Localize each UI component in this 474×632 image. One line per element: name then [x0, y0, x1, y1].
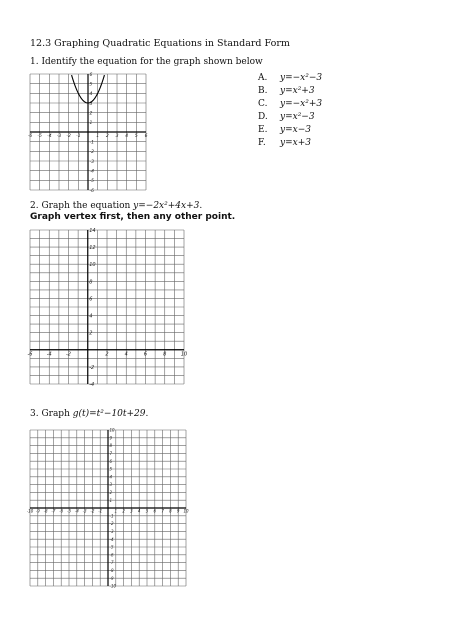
x-tick-label: 10 — [180, 351, 188, 358]
y-tick-label: 6 — [89, 72, 93, 78]
x-tick-label: -6 — [27, 351, 33, 358]
x-tick-label: 10 — [183, 508, 189, 514]
x-tick-label: 8 — [169, 508, 172, 514]
y-tick-label: 1 — [89, 121, 93, 127]
x-tick-label: 1 — [114, 508, 118, 514]
y-tick-label: 4 — [89, 313, 93, 320]
question-1-graph — [28, 72, 148, 192]
choice-c[interactable]: C. y=−x²+3 — [258, 99, 323, 109]
y-tick-label: 8 — [89, 279, 93, 286]
choice-d[interactable]: D. y=x²−3 — [258, 112, 315, 122]
y-tick-label: -5 — [109, 544, 114, 550]
choice-e[interactable]: E. y=x−3 — [258, 125, 311, 135]
y-tick-label: 4 — [109, 474, 113, 480]
y-tick-label: -2 — [109, 521, 114, 527]
question-2-prompt: 2. Graph the equation y=−2x²+4x+3. — [30, 201, 203, 211]
y-tick-label: -5 — [89, 179, 94, 185]
y-tick-label: 7 — [109, 451, 113, 456]
question-3-equation: g(t)=t²−10t+29 — [72, 409, 146, 419]
x-tick-label: -8 — [43, 508, 48, 514]
x-tick-label: -7 — [51, 508, 56, 514]
x-tick-label: 6 — [153, 508, 157, 514]
y-tick-label: 6 — [109, 458, 113, 464]
x-tick-label: -4 — [74, 508, 79, 514]
y-tick-label: 3 — [89, 101, 93, 107]
x-tick-label: 4 — [125, 134, 129, 139]
x-tick-label: 8 — [163, 351, 167, 358]
y-tick-label: 6 — [89, 296, 93, 303]
x-tick-label: -4 — [47, 134, 52, 139]
y-tick-label: 5 — [109, 466, 113, 472]
y-tick-label: 4 — [89, 92, 93, 98]
x-tick-label: -2 — [90, 508, 95, 514]
choice-a[interactable]: A. y=−x²−3 — [258, 73, 323, 83]
x-tick-label: -1 — [76, 134, 81, 139]
worksheet-title: 12.3 Graphing Quadratic Equations in Standard Form — [30, 38, 290, 49]
y-tick-label: 2 — [89, 330, 93, 337]
y-tick-label: -4 — [109, 536, 114, 542]
y-tick-label: -1 — [89, 140, 94, 146]
x-tick-label: -3 — [82, 508, 87, 514]
x-tick-label: -2 — [66, 134, 71, 139]
x-tick-label: -1 — [98, 508, 103, 514]
y-tick-label: 2 — [89, 111, 93, 117]
question-2-graph[interactable] — [28, 228, 186, 386]
x-tick-label: -9 — [35, 508, 40, 514]
question-2-equation: y=−2x²+4x+3 — [133, 201, 200, 211]
choice-f[interactable]: F. y=x+3 — [258, 138, 311, 148]
y-tick-label: -4 — [89, 169, 94, 175]
answer-choices — [258, 73, 322, 151]
x-tick-label: -2 — [66, 351, 71, 358]
y-tick-label: -2 — [89, 150, 94, 156]
y-tick-label: 2 — [109, 490, 113, 495]
x-tick-label: 6 — [143, 351, 148, 358]
y-tick-label: 10 — [109, 427, 115, 433]
x-tick-label: 2 — [105, 351, 109, 358]
x-tick-label: 4 — [137, 508, 141, 514]
grid-lines — [27, 230, 184, 384]
question-2-instruction: Graph vertex first, then any other point. — [30, 212, 236, 222]
y-tick-label: -8 — [109, 568, 114, 573]
y-tick-label: -10 — [109, 583, 117, 589]
x-tick-label: -3 — [56, 134, 62, 139]
y-tick-label: 14 — [89, 228, 96, 234]
y-tick-label: -2 — [89, 364, 95, 371]
x-tick-label: -4 — [46, 351, 52, 358]
y-tick-label: 10 — [89, 262, 96, 269]
question-3-prompt: 3. Graph g(t)=t²−10t+29. — [30, 409, 149, 419]
x-tick-label: 5 — [134, 134, 138, 139]
x-tick-label: -6 — [27, 134, 33, 139]
y-tick-label: -4 — [89, 382, 95, 388]
y-tick-label: 8 — [109, 443, 113, 449]
y-tick-label: -3 — [109, 529, 114, 534]
x-tick-label: 4 — [124, 351, 128, 358]
y-tick-label: -7 — [109, 560, 114, 566]
x-tick-label: 2 — [105, 134, 109, 139]
y-tick-label: -1 — [109, 513, 114, 519]
x-tick-label: 6 — [144, 134, 148, 139]
x-tick-label: 1 — [96, 134, 100, 139]
x-tick-label: 2 — [122, 508, 125, 514]
x-tick-label: 3 — [115, 134, 119, 139]
y-tick-label: -6 — [89, 188, 94, 194]
y-tick-label: 9 — [109, 435, 113, 441]
y-tick-label: -9 — [109, 575, 114, 581]
question-3-graph[interactable] — [28, 428, 188, 588]
question-1-prompt: 1. Identify the equation for the graph shown below — [30, 57, 263, 67]
y-tick-label: -6 — [109, 552, 114, 558]
y-tick-label: 3 — [109, 482, 113, 488]
y-tick-label: 5 — [89, 82, 93, 88]
x-tick-label: 7 — [161, 508, 164, 514]
x-tick-label: -6 — [59, 508, 64, 514]
x-tick-label: -10 — [26, 508, 34, 514]
x-tick-label: -5 — [67, 508, 71, 514]
x-tick-label: 3 — [130, 508, 133, 514]
y-tick-label: 1 — [109, 497, 113, 503]
x-tick-label: 9 — [176, 508, 180, 514]
choice-b[interactable]: B. y=x²+3 — [258, 86, 315, 96]
y-tick-label: 12 — [89, 245, 96, 252]
x-tick-label: 5 — [145, 508, 149, 514]
y-tick-label: -3 — [89, 159, 94, 165]
x-tick-label: -5 — [37, 134, 42, 139]
